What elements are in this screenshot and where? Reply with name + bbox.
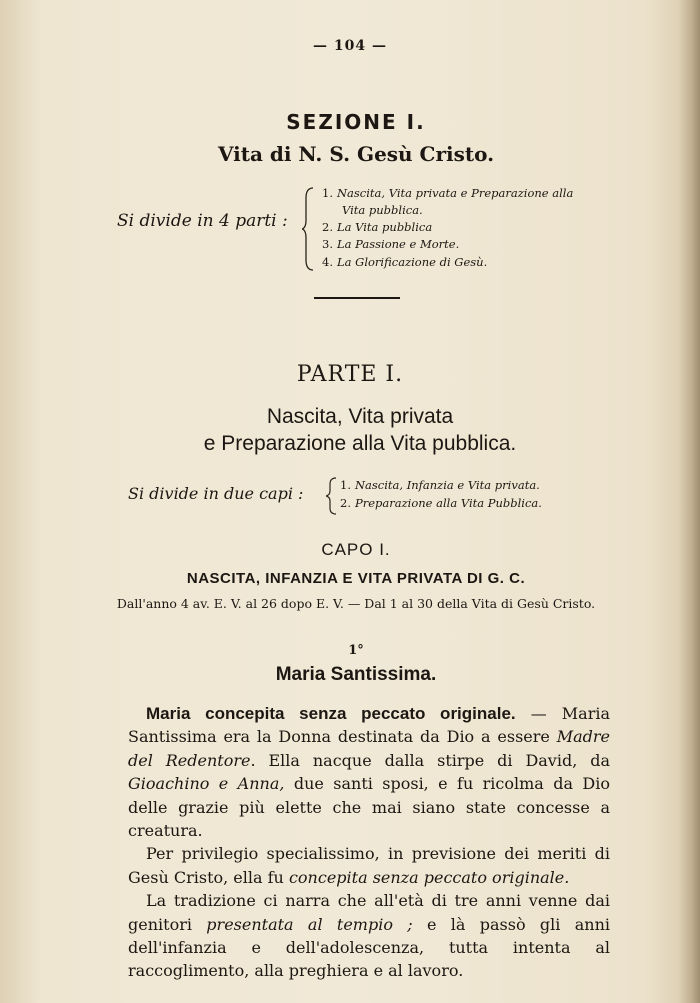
sezione-part-3: 3. La Passione e Morte. [322,237,460,251]
sezione-part-2: 2. La Vita pubblica [322,220,433,234]
capo-title: CAPO I. [321,540,391,559]
paragraph-2: Per privilegio specialissimo, in previsione dei meriti di Gesù Cristo, ella fu concepita senza peccato originale. [128,844,610,887]
parte-subtitle-line1: Nascita, Vita privata [266,405,454,428]
body-text [128,702,610,983]
parte-capo-2: 2. Preparazione alla Vita Pubblica. [340,496,542,510]
sezione-part-4: 4. La Glorificazione di Gesù. [322,255,488,269]
parte-capo-1: 1. Nascita, Infanzia e Vita privata. [340,478,540,492]
paragraph-1: Maria concepita senza peccato originale. — Maria Santissima era la Donna destinata da Dio a essere Madre del Redentore. Ella nacque dalla stirpe di David, da Gioachino e Anna, due santi sposi, e fu ricolma da Dio delle grazie più elette che mai siano state concesse a creatura. [128,704,610,841]
section-subtitle: Vita di N. S. Gesù Cristo. [217,142,495,166]
page-number: — 104 — [313,38,387,54]
parte-brace-icon [326,476,338,516]
paragraph-3: La tradizione ci narra che all'età di tre anni venne dai genitori presentata al tempio ; e là passò gli anni dell'infanzia e dell'adolescenza, tutta intenta al raccoglimento, alla preghiera e al lavoro. [128,891,611,981]
sezione-divide-label: Si divide in 4 parti : [117,211,288,231]
sezione-brace-icon [302,186,316,272]
sezione-part-1: 1. Nascita, Vita privata e Preparazione alla [322,186,574,200]
capo-dates: Dall'anno 4 av. E. V. al 26 dopo E. V. — Dal 1 al 30 della Vita di Gesù Cristo. [116,596,596,611]
parte-divide-label: Si divide in due capi : [128,484,304,503]
section-heading: SEZIONE I. [286,110,426,134]
sezione-part-1-cont: Vita pubblica. [342,203,423,217]
section-divider [314,297,400,299]
capo-heading: NASCITA, INFANZIA E VITA PRIVATA DI G. C. [186,570,526,587]
subsection-number: 1° [348,643,364,658]
parte-title: PARTE I. [296,362,404,387]
subsection-title: Maria Santissima. [275,664,437,685]
parte-subtitle-line2: e Preparazione alla Vita pubblica. [203,432,517,455]
